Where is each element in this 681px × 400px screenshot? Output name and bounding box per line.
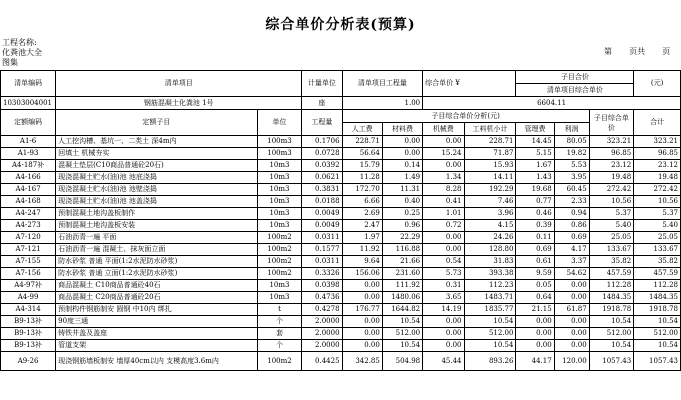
cell-material: 22.29: [382, 232, 422, 244]
cell-profit: 54.62: [554, 268, 589, 280]
cell-total: 323.21: [634, 136, 681, 148]
cell-composite: 96.85: [589, 148, 634, 160]
cell-code: A4-99: [1, 292, 56, 304]
sub-price-total-header: 清单项目综合单价: [516, 84, 634, 97]
cell-labor: 0.00: [342, 280, 382, 292]
cell-profit: 0.00: [554, 292, 589, 304]
cell-labor: 342.85: [342, 352, 382, 371]
cell-labor: 1.97: [342, 232, 382, 244]
price-header: 综合单价 ¥: [423, 71, 516, 97]
cell-composite: 10.56: [589, 196, 634, 208]
cell-name: 现浇钢筋墙板制安 墙厚40cm以内 支模高度3.6m内: [56, 352, 258, 371]
cell-total: 1057.43: [634, 352, 681, 371]
cell-unit: t: [257, 304, 302, 316]
cell-unit: 10m3: [257, 280, 302, 292]
cell-unit: 100m2: [257, 352, 302, 371]
cell-name: 防水砂浆 普通 平面(1:2水泥防水砂浆): [56, 256, 258, 268]
table-row: [1, 292, 681, 304]
cell-subtotal: 893.26: [464, 352, 516, 371]
table-row: [1, 268, 681, 280]
cell-total: 23.12: [634, 160, 681, 172]
cell-machine: 3.65: [423, 292, 464, 304]
cell-labor: 9.64: [342, 256, 382, 268]
cell-profit: 0.00: [554, 340, 589, 352]
cell-code: A4-187补: [1, 160, 56, 172]
table-row: [1, 196, 681, 208]
cell-subtotal: 1835.77: [464, 304, 516, 316]
cell-code: A4-97补: [1, 280, 56, 292]
cell-name: 现浇混凝土贮水(油)池 池壁浇捣: [56, 184, 258, 196]
cell-unit: 套: [257, 328, 302, 340]
col-unit-price: 子目综合单价分析(元): [342, 110, 589, 123]
cell-subtotal: 512.00: [464, 328, 516, 340]
bill-unit-header: 计量单位: [302, 71, 342, 97]
cell-unit: 100m2: [257, 268, 302, 280]
cell-subtotal: 24.26: [464, 232, 516, 244]
cell-qty: 0.4278: [302, 304, 342, 316]
table-row: [1, 352, 681, 371]
bill-code: 10303004001: [1, 97, 56, 110]
cell-qty: 0.0728: [302, 148, 342, 160]
cell-subtotal: 1483.71: [464, 292, 516, 304]
cell-unit: 个: [257, 340, 302, 352]
cell-total: 5.37: [634, 208, 681, 220]
cell-machine: 0.00: [423, 316, 464, 328]
cell-profit: 61.87: [554, 304, 589, 316]
sub-price-header: 子目合价: [516, 71, 634, 84]
cell-material: 0.96: [382, 220, 422, 232]
analysis-table: [0, 70, 681, 371]
cell-machine: 45.44: [423, 352, 464, 371]
cell-unit: 100m2: [257, 256, 302, 268]
cell-mgmt: 0.46: [516, 208, 554, 220]
cell-code: A7-121: [1, 244, 56, 256]
cell-unit: 100m2: [257, 232, 302, 244]
cell-labor: 0.00: [342, 316, 382, 328]
table-row: [1, 160, 681, 172]
cell-code: A4-168: [1, 196, 56, 208]
cell-total: 10.56: [634, 196, 681, 208]
cell-name: 石油沥青一遍 混凝土、抹灰面立面: [56, 244, 258, 256]
cell-name: 90度三通: [56, 316, 258, 328]
cell-mgmt: 19.68: [516, 184, 554, 196]
cell-composite: 25.05: [589, 232, 634, 244]
page-title: 综合单价分析表(预算): [265, 17, 416, 33]
cell-composite: 1057.43: [589, 352, 634, 371]
cell-total: 5.40: [634, 220, 681, 232]
cell-labor: 2.69: [342, 208, 382, 220]
cell-mgmt: 0.61: [516, 256, 554, 268]
cell-machine: 15.24: [423, 148, 464, 160]
cell-subtotal: 7.46: [464, 196, 516, 208]
cell-labor: 2.47: [342, 220, 382, 232]
cell-code: B9-13补: [1, 328, 56, 340]
cell-labor: 11.92: [342, 244, 382, 256]
cell-qty: 0.0392: [302, 160, 342, 172]
cell-total: 272.42: [634, 184, 681, 196]
cell-labor: 56.64: [342, 148, 382, 160]
cell-profit: 3.37: [554, 256, 589, 268]
col-qty: 工程量: [302, 110, 342, 136]
cell-total: 457.59: [634, 268, 681, 280]
cell-mgmt: 0.00: [516, 328, 554, 340]
cell-name: 铸铁井盖及盖座: [56, 328, 258, 340]
cell-labor: 172.70: [342, 184, 382, 196]
cell-labor: 6.66: [342, 196, 382, 208]
cell-material: 512.00: [382, 328, 422, 340]
table-row: [1, 244, 681, 256]
cell-total: 35.82: [634, 256, 681, 268]
cell-unit: 100m2: [257, 244, 302, 256]
cell-qty: 0.0398: [302, 280, 342, 292]
cell-profit: 0.00: [554, 328, 589, 340]
cell-composite: 19.48: [589, 172, 634, 184]
cell-unit: 个: [257, 316, 302, 328]
cell-machine: 0.00: [423, 232, 464, 244]
cell-profit: 0.69: [554, 232, 589, 244]
cell-code: A9-26: [1, 352, 56, 371]
col-subtotal: 工料机小计: [464, 123, 516, 136]
cell-code: A4-273: [1, 220, 56, 232]
cell-total: 19.48: [634, 172, 681, 184]
cell-total: 10.54: [634, 340, 681, 352]
cell-name: 商品混凝土 C10商品普通砼40石: [56, 280, 258, 292]
cell-subtotal: 112.23: [464, 280, 516, 292]
cell-profit: 80.05: [554, 136, 589, 148]
cell-name: 混凝土垫层(C10商品普通砼20石): [56, 160, 258, 172]
cell-material: 231.60: [382, 268, 422, 280]
cell-mgmt: 1.43: [516, 172, 554, 184]
cell-qty: 2.0000: [302, 316, 342, 328]
cell-material: 1.49: [382, 172, 422, 184]
cell-labor: 156.06: [342, 268, 382, 280]
cell-total: 112.28: [634, 280, 681, 292]
cell-unit: 10m3: [257, 292, 302, 304]
cell-composite: 272.42: [589, 184, 634, 196]
cell-subtotal: 192.29: [464, 184, 516, 196]
page-indicator: 第 页共 页: [604, 47, 671, 56]
cell-name: 现浇混凝土贮水(油)池 池盖浇捣: [56, 196, 258, 208]
cell-subtotal: 4.15: [464, 220, 516, 232]
cell-composite: 35.82: [589, 256, 634, 268]
cell-profit: 0.00: [554, 280, 589, 292]
table-row: [1, 328, 681, 340]
cell-mgmt: 21.15: [516, 304, 554, 316]
cell-machine: 0.00: [423, 136, 464, 148]
bill-code-header: 清单编码: [1, 71, 56, 97]
cell-machine: 0.72: [423, 220, 464, 232]
cell-code: A4-247: [1, 208, 56, 220]
cell-composite: 133.67: [589, 244, 634, 256]
cell-labor: 0.00: [342, 292, 382, 304]
table-row: [1, 208, 681, 220]
cell-mgmt: 0.64: [516, 292, 554, 304]
cell-name: 石油沥青一遍 平面: [56, 232, 258, 244]
cell-profit: 0.00: [554, 316, 589, 328]
cell-qty: 0.0049: [302, 220, 342, 232]
cell-mgmt: 0.00: [516, 316, 554, 328]
cell-qty: 0.4425: [302, 352, 342, 371]
cell-subtotal: 15.93: [464, 160, 516, 172]
currency-header: (元): [634, 71, 681, 97]
bill-qty-header: 清单项目工程量: [342, 71, 423, 97]
cell-name: 预制构件钢筋制安 圆钢 中10内 绑扎: [56, 304, 258, 316]
table-row: [1, 220, 681, 232]
cell-material: 0.25: [382, 208, 422, 220]
cell-total: 133.67: [634, 244, 681, 256]
cell-material: 10.54: [382, 316, 422, 328]
cell-composite: 457.59: [589, 268, 634, 280]
cell-labor: 15.79: [342, 160, 382, 172]
cell-labor: 0.00: [342, 340, 382, 352]
col-composite: 子目综合单价: [589, 110, 634, 136]
cell-machine: 0.00: [423, 340, 464, 352]
cell-total: 1484.35: [634, 292, 681, 304]
cell-material: 1480.06: [382, 292, 422, 304]
col-material: 材料费: [382, 123, 422, 136]
cell-code: A4-167: [1, 184, 56, 196]
col-labor: 人工费: [342, 123, 382, 136]
cell-mgmt: 14.45: [516, 136, 554, 148]
cell-labor: 176.77: [342, 304, 382, 316]
cell-code: A7-155: [1, 256, 56, 268]
cell-composite: 5.40: [589, 220, 634, 232]
cell-composite: 512.00: [589, 328, 634, 340]
table-row: [1, 280, 681, 292]
cell-qty: 0.0621: [302, 172, 342, 184]
cell-qty: 0.4736: [302, 292, 342, 304]
column-header-row: [1, 110, 681, 123]
cell-total: 25.05: [634, 232, 681, 244]
col-code: 定额编码: [1, 110, 56, 136]
bill-price: 6604.11: [423, 97, 681, 110]
cell-mgmt: 0.77: [516, 196, 554, 208]
cell-qty: 0.1706: [302, 136, 342, 148]
cell-material: 111.92: [382, 280, 422, 292]
cell-mgmt: 0.11: [516, 232, 554, 244]
cell-mgmt: 44.17: [516, 352, 554, 371]
cell-mgmt: 0.05: [516, 280, 554, 292]
col-machine: 机械费: [423, 123, 464, 136]
cell-composite: 112.28: [589, 280, 634, 292]
cell-material: 0.14: [382, 160, 422, 172]
cell-name: 预制混凝土地沟盖板安装: [56, 220, 258, 232]
table-row: [1, 232, 681, 244]
cell-material: 504.98: [382, 352, 422, 371]
cell-composite: 1918.78: [589, 304, 634, 316]
cell-total: 10.54: [634, 316, 681, 328]
cell-unit: 10m3: [257, 208, 302, 220]
cell-labor: 11.28: [342, 172, 382, 184]
cell-material: 1644.82: [382, 304, 422, 316]
cell-code: B9-13补: [1, 340, 56, 352]
cell-code: A4-314: [1, 304, 56, 316]
cell-profit: 60.45: [554, 184, 589, 196]
cell-subtotal: 3.96: [464, 208, 516, 220]
project-label: 工程名称:: [2, 38, 37, 47]
table-row: [1, 304, 681, 316]
cell-name: 人工挖沟槽、基坑一、二类土 深4m内: [56, 136, 258, 148]
cell-material: 11.31: [382, 184, 422, 196]
cell-composite: 10.54: [589, 316, 634, 328]
cell-mgmt: 0.00: [516, 340, 554, 352]
cell-profit: 4.17: [554, 244, 589, 256]
cell-mgmt: 0.69: [516, 244, 554, 256]
cell-machine: 0.54: [423, 256, 464, 268]
cell-mgmt: 1.67: [516, 160, 554, 172]
cell-mgmt: 5.15: [516, 148, 554, 160]
cell-qty: 2.0000: [302, 340, 342, 352]
cell-material: 0.00: [382, 136, 422, 148]
cell-code: B9-13补: [1, 316, 56, 328]
cell-mgmt: 9.59: [516, 268, 554, 280]
cell-material: 0.00: [382, 148, 422, 160]
table-row: [1, 172, 681, 184]
cell-subtotal: 10.54: [464, 316, 516, 328]
cell-composite: 5.37: [589, 208, 634, 220]
cell-machine: 0.00: [423, 328, 464, 340]
project-info: [2, 38, 42, 68]
cell-subtotal: 228.71: [464, 136, 516, 148]
cell-profit: 0.94: [554, 208, 589, 220]
table-row: [1, 340, 681, 352]
cell-machine: 0.41: [423, 196, 464, 208]
cell-unit: 10m3: [257, 160, 302, 172]
cell-subtotal: 71.87: [464, 148, 516, 160]
cell-name: 现浇混凝土贮水(油)池 池底浇捣: [56, 172, 258, 184]
cell-material: 10.54: [382, 340, 422, 352]
cell-qty: 0.1577: [302, 244, 342, 256]
cell-unit: 10m3: [257, 184, 302, 196]
bill-item-header: 清单项目: [56, 71, 302, 97]
cell-composite: 10.54: [589, 340, 634, 352]
cell-unit: 10m3: [257, 220, 302, 232]
cell-machine: 14.19: [423, 304, 464, 316]
bill-name: 钢筋混凝土化粪池 1号: [56, 97, 302, 110]
col-mgmt: 管理费: [516, 123, 554, 136]
cell-material: 0.40: [382, 196, 422, 208]
cell-name: 防水砂浆 普通 立面(1:2水泥防水砂浆): [56, 268, 258, 280]
table-row: [1, 256, 681, 268]
cell-mgmt: 0.39: [516, 220, 554, 232]
cell-subtotal: 14.11: [464, 172, 516, 184]
cell-qty: 0.3326: [302, 268, 342, 280]
cell-code: A1-6: [1, 136, 56, 148]
col-total: 合计: [634, 110, 681, 136]
cell-profit: 3.95: [554, 172, 589, 184]
cell-machine: 0.00: [423, 244, 464, 256]
bill-row: [1, 97, 681, 110]
bill-qty: 1.00: [342, 97, 423, 110]
cell-qty: 2.0000: [302, 328, 342, 340]
cell-composite: 323.21: [589, 136, 634, 148]
table-row: [1, 184, 681, 196]
cell-composite: 23.12: [589, 160, 634, 172]
table-row: [1, 148, 681, 160]
cell-material: 116.88: [382, 244, 422, 256]
cell-machine: 0.00: [423, 160, 464, 172]
cell-subtotal: 128.80: [464, 244, 516, 256]
cell-unit: 10m3: [257, 172, 302, 184]
cell-qty: 0.0311: [302, 256, 342, 268]
cell-code: A7-156: [1, 268, 56, 280]
cell-machine: 5.73: [423, 268, 464, 280]
cell-profit: 120.00: [554, 352, 589, 371]
cell-subtotal: 10.54: [464, 340, 516, 352]
cell-labor: 228.71: [342, 136, 382, 148]
cell-name: 预制混凝土地沟盖板制作: [56, 208, 258, 220]
cell-qty: 0.0311: [302, 232, 342, 244]
cell-total: 512.00: [634, 328, 681, 340]
project-name-line1: 化粪池大全: [2, 48, 42, 57]
cell-qty: 0.0188: [302, 196, 342, 208]
cell-machine: 0.31: [423, 280, 464, 292]
cell-machine: 1.01: [423, 208, 464, 220]
cell-subtotal: 393.38: [464, 268, 516, 280]
cell-total: 1918.78: [634, 304, 681, 316]
cell-profit: 2.33: [554, 196, 589, 208]
cell-total: 96.85: [634, 148, 681, 160]
cell-code: A4-166: [1, 172, 56, 184]
cell-code: A1-93: [1, 148, 56, 160]
cell-composite: 1484.35: [589, 292, 634, 304]
cell-unit: 100m3: [257, 136, 302, 148]
col-name: 定额子目: [56, 110, 258, 136]
cell-code: A7-120: [1, 232, 56, 244]
cell-profit: 5.53: [554, 160, 589, 172]
cell-qty: 0.0049: [302, 208, 342, 220]
cell-material: 21.66: [382, 256, 422, 268]
cell-name: 商品混凝土 C20商品普通砼20石: [56, 292, 258, 304]
cell-name: 回填土 机械夯实: [56, 148, 258, 160]
col-profit: 利润: [554, 123, 589, 136]
cell-machine: 8.28: [423, 184, 464, 196]
cell-subtotal: 31.83: [464, 256, 516, 268]
bill-unit: 座: [302, 97, 342, 110]
cell-labor: 0.00: [342, 328, 382, 340]
cell-profit: 0.86: [554, 220, 589, 232]
col-unit: 单位: [257, 110, 302, 136]
cell-unit: 10m3: [257, 196, 302, 208]
table-row: [1, 136, 681, 148]
cell-name: 管道支架: [56, 340, 258, 352]
cell-machine: 1.34: [423, 172, 464, 184]
cell-qty: 0.3831: [302, 184, 342, 196]
cell-unit: 100m3: [257, 148, 302, 160]
bill-header-row: [1, 71, 681, 84]
table-row: [1, 316, 681, 328]
cell-profit: 19.82: [554, 148, 589, 160]
project-name-line2: 图集: [2, 58, 18, 67]
